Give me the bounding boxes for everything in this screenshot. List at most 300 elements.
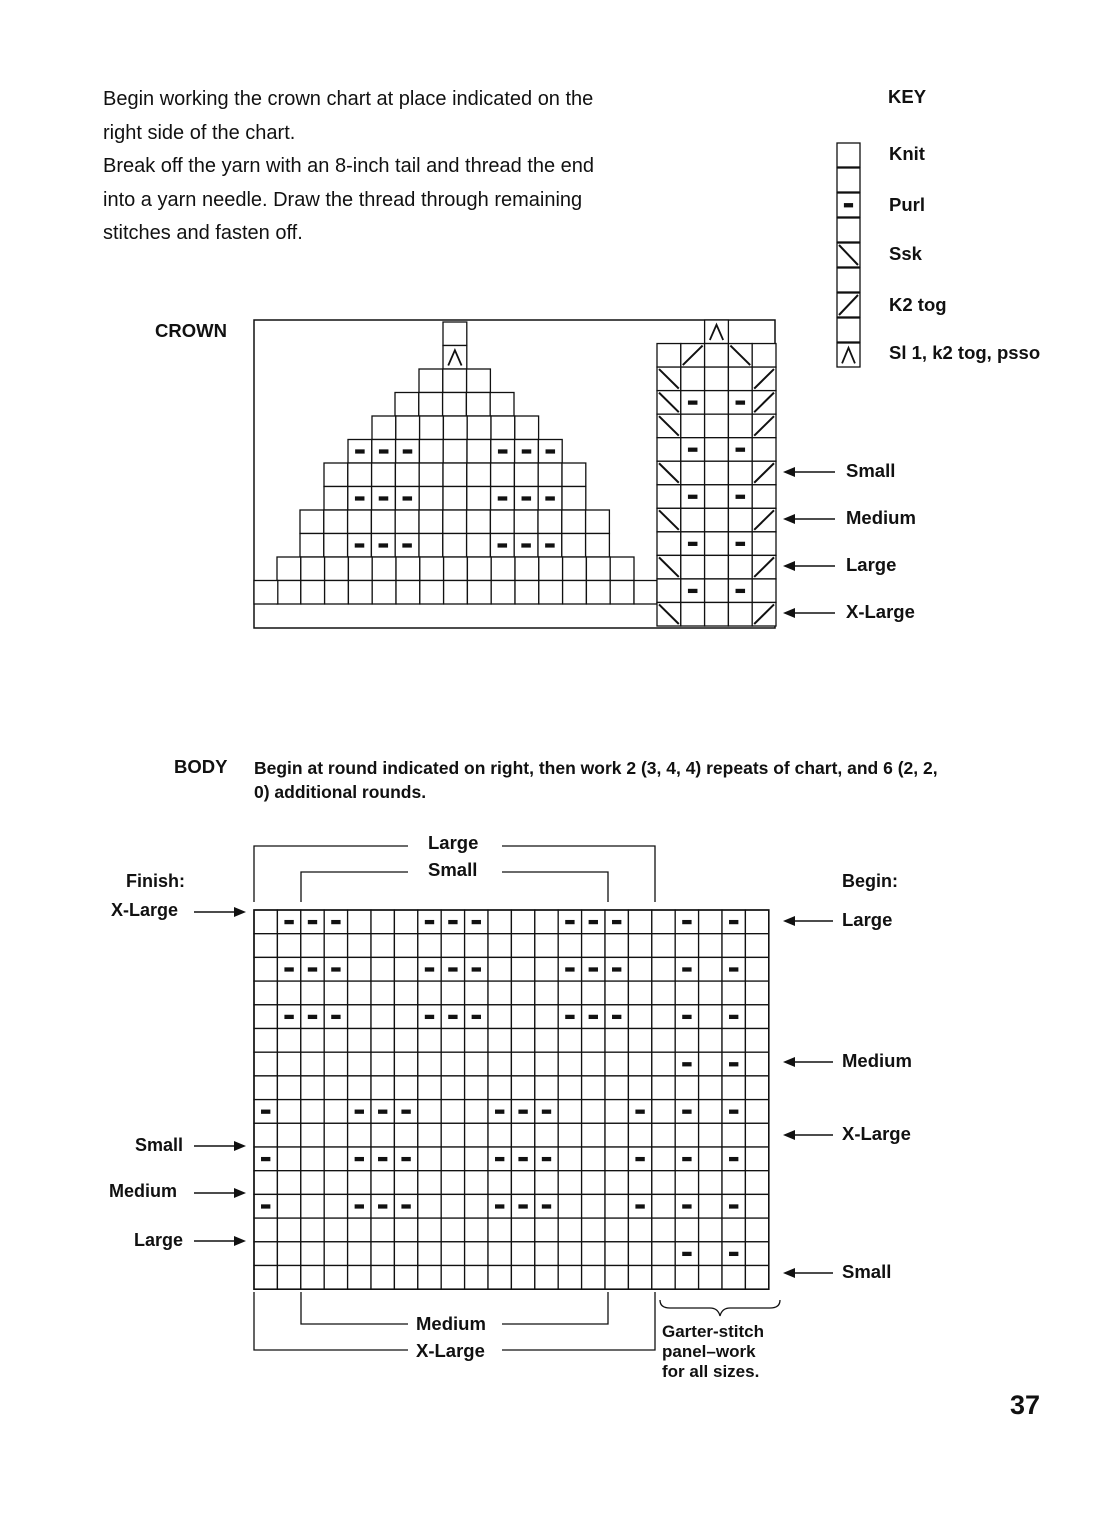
body-chart-cell	[675, 981, 698, 1005]
crown-panel-cell	[752, 438, 776, 462]
body-chart-cell	[277, 957, 300, 981]
crown-panel-cell	[752, 579, 776, 603]
crown-pyramid-cell	[396, 416, 420, 440]
cell-box	[394, 957, 417, 981]
cell-box	[681, 555, 705, 579]
cell-box	[728, 367, 752, 391]
bottom-bracket-inner	[301, 1292, 408, 1324]
body-chart-cell	[254, 1147, 277, 1171]
cell-box	[511, 1171, 534, 1195]
cell-box	[488, 910, 511, 934]
cell-box	[324, 487, 348, 511]
cell-box	[605, 1123, 628, 1147]
purl-mark	[729, 1015, 738, 1019]
body-title: BODY	[174, 756, 228, 777]
crown-panel-cell	[752, 414, 776, 438]
purl-mark	[378, 1204, 387, 1208]
cell-box	[535, 1242, 558, 1266]
crown-pyramid-cell	[467, 557, 491, 581]
cell-box	[652, 1147, 675, 1171]
cell-box	[657, 438, 681, 462]
body-chart-cell	[745, 981, 768, 1005]
cell-box	[467, 534, 491, 558]
cell-box	[586, 534, 610, 558]
crown-panel-cell	[752, 391, 776, 415]
crown-pyramid-cell	[491, 557, 515, 581]
cell-box	[605, 1218, 628, 1242]
body-chart-cell	[605, 1147, 628, 1171]
body-chart-cell	[371, 1029, 394, 1053]
body-chart-cell	[394, 1147, 417, 1171]
crown-pyramid-cell	[348, 487, 372, 511]
cell-box	[418, 1242, 441, 1266]
body-chart-cell	[511, 1029, 534, 1053]
crown-pyramid-cell	[443, 487, 467, 511]
cell-box	[745, 1029, 768, 1053]
body-chart-cell	[558, 1123, 581, 1147]
cell-box	[441, 1266, 464, 1290]
cell-box	[722, 1171, 745, 1195]
crown-pyramid-cell	[490, 510, 514, 534]
cell-box	[394, 1005, 417, 1029]
cell-box	[605, 1100, 628, 1124]
cell-box	[515, 581, 539, 605]
cell-box	[652, 1076, 675, 1100]
crown-panel-cell	[681, 344, 705, 368]
body-chart-cell	[465, 1194, 488, 1218]
crown-pyramid-cell	[515, 416, 539, 440]
crown-panel-cell	[728, 461, 752, 485]
body-chart-cell	[628, 1242, 651, 1266]
cell-box	[324, 1266, 347, 1290]
cell-box	[605, 981, 628, 1005]
body-chart-cell	[605, 1194, 628, 1218]
purl-mark	[472, 967, 481, 971]
crown-pyramid-cell	[466, 393, 490, 417]
cell-box	[652, 981, 675, 1005]
cell-box	[443, 463, 467, 487]
cell-box	[745, 1076, 768, 1100]
cell-box	[605, 1194, 628, 1218]
cell-box	[657, 344, 681, 368]
cell-box	[254, 1005, 277, 1029]
cell-box	[488, 934, 511, 958]
cell-box	[372, 557, 396, 581]
body-chart-cell	[605, 1218, 628, 1242]
cell-box	[558, 1029, 581, 1053]
crown-panel-cell	[657, 438, 681, 462]
body-chart-cell	[535, 981, 558, 1005]
cell-box	[254, 1242, 277, 1266]
purl-mark	[308, 967, 317, 971]
body-chart-cell	[488, 910, 511, 934]
body-chart-cell	[488, 1100, 511, 1124]
crown-pyramid-cell	[514, 510, 538, 534]
key-label-knit: Knit	[889, 143, 925, 164]
purl-mark	[472, 920, 481, 924]
body-chart-cell	[418, 1076, 441, 1100]
cell-box	[301, 981, 324, 1005]
purl-mark	[308, 1015, 317, 1019]
purl-mark	[682, 1110, 691, 1114]
cell-box	[254, 910, 277, 934]
cell-box	[443, 416, 467, 440]
body-chart-cell	[605, 1266, 628, 1290]
body-chart-cell	[324, 1171, 347, 1195]
body-chart-cell	[582, 1171, 605, 1195]
cell-box	[254, 1123, 277, 1147]
cell-box	[348, 1266, 371, 1290]
purl-mark	[448, 967, 457, 971]
body-chart-cell	[418, 1266, 441, 1290]
cell-box	[254, 1052, 277, 1076]
cell-box	[535, 981, 558, 1005]
body-chart-cell	[511, 1147, 534, 1171]
cell-box	[652, 957, 675, 981]
bottom-bracket-outer-label: X-Large	[416, 1340, 485, 1361]
cell-box	[511, 910, 534, 934]
body-chart-cell	[394, 1029, 417, 1053]
arrow-head	[234, 907, 246, 917]
body-chart-cell	[441, 1171, 464, 1195]
crown-pyramid-cell	[467, 487, 491, 511]
purl-mark	[379, 543, 389, 547]
body-chart-cell	[699, 981, 722, 1005]
cell-box	[324, 463, 348, 487]
bottom-bracket-inner-label: Medium	[416, 1313, 486, 1334]
body-chart-cell	[441, 1076, 464, 1100]
body-chart-cell	[605, 1100, 628, 1124]
cell-box	[628, 1242, 651, 1266]
arrow-head	[234, 1141, 246, 1151]
intro-line: Break off the yarn with an 8-inch tail and thread the end	[103, 155, 595, 177]
cell-box	[705, 508, 729, 532]
body-chart-cell	[699, 1029, 722, 1053]
cell-box	[467, 440, 491, 464]
body-chart-cell	[558, 1052, 581, 1076]
crown-pyramid-cell	[324, 534, 348, 558]
crown-panel-cell	[657, 485, 681, 509]
cell-box	[419, 463, 443, 487]
left-marker-large: Large	[134, 1230, 184, 1250]
body-chart-cell	[652, 1005, 675, 1029]
cell-box	[324, 1171, 347, 1195]
cell-box	[443, 487, 467, 511]
purl-mark	[425, 967, 434, 971]
body-chart-cell	[254, 934, 277, 958]
body-chart-cell	[699, 934, 722, 958]
crown-panel-cell	[681, 508, 705, 532]
body-chart-cell	[371, 1147, 394, 1171]
cell-box	[628, 1076, 651, 1100]
body-chart-cell	[535, 1100, 558, 1124]
crown-panel-cell	[705, 602, 729, 626]
cell-box	[558, 1100, 581, 1124]
cell-box	[745, 1005, 768, 1029]
body-chart-cell	[745, 1242, 768, 1266]
cell-box	[535, 1005, 558, 1029]
cell-box	[419, 393, 443, 417]
crown-pyramid-cell	[300, 510, 324, 534]
arrow-head	[783, 608, 795, 618]
body-chart-cell	[745, 1029, 768, 1053]
body-chart-cell	[488, 1005, 511, 1029]
body-chart-cell	[348, 1052, 371, 1076]
body-chart-cell	[465, 981, 488, 1005]
crown-pyramid-cell	[467, 440, 491, 464]
purl-mark	[331, 967, 340, 971]
body-chart-cell	[628, 1076, 651, 1100]
body-chart-cell	[745, 1266, 768, 1290]
cell-box	[705, 414, 729, 438]
body-chart-cell	[277, 1266, 300, 1290]
purl-mark	[736, 589, 746, 593]
garter-note-line: Garter-stitch	[662, 1322, 765, 1341]
cell-box	[419, 369, 443, 393]
body-chart-cell	[254, 981, 277, 1005]
key-purl-symbol	[837, 193, 860, 217]
cell-box	[511, 1218, 534, 1242]
purl-mark	[355, 449, 365, 453]
cell-box	[324, 981, 347, 1005]
garter-brace	[660, 1300, 780, 1316]
body-chart-cell	[301, 1266, 324, 1290]
cell-box	[745, 1147, 768, 1171]
body-chart-cell	[301, 1218, 324, 1242]
body-chart-cell	[558, 1100, 581, 1124]
key-ssk-symbol	[837, 243, 860, 267]
cell-box	[491, 416, 515, 440]
body-chart-cell	[324, 1029, 347, 1053]
cell-box	[324, 1123, 347, 1147]
purl-mark	[589, 1015, 598, 1019]
crown-panel-cell	[681, 461, 705, 485]
crown-pyramid-cell	[419, 369, 443, 393]
cell-box	[699, 910, 722, 934]
body-chart-cell	[441, 1242, 464, 1266]
body-chart-cell	[371, 1266, 394, 1290]
cell-box	[628, 1123, 651, 1147]
crown-pyramid-cell	[277, 557, 301, 581]
body-chart-cell	[254, 1218, 277, 1242]
cell-box	[441, 1218, 464, 1242]
cell-box	[277, 1218, 300, 1242]
purl-mark	[379, 496, 389, 500]
crown-pyramid-cell	[420, 557, 444, 581]
cell-box	[538, 463, 562, 487]
body-chart-cell	[628, 1218, 651, 1242]
cell-box	[301, 1147, 324, 1171]
cell-box	[514, 463, 538, 487]
body-chart-cell	[441, 957, 464, 981]
cell-box	[371, 1266, 394, 1290]
cell-box	[511, 1052, 534, 1076]
crown-pyramid-cell	[586, 510, 610, 534]
cell-box	[745, 1194, 768, 1218]
body-chart-cell	[699, 1194, 722, 1218]
body-chart-cell	[418, 957, 441, 981]
body-chart-cell	[488, 1076, 511, 1100]
body-chart-cell	[371, 1052, 394, 1076]
body-chart-cell	[301, 1076, 324, 1100]
purl-mark	[682, 967, 691, 971]
cell-box	[371, 510, 395, 534]
body-chart-cell	[371, 957, 394, 981]
body-chart-cell	[418, 1029, 441, 1053]
cell-box	[722, 934, 745, 958]
cell-box	[418, 1100, 441, 1124]
crown-pyramid-cell	[443, 322, 467, 346]
cell-box	[705, 367, 729, 391]
cell-box	[467, 581, 491, 605]
crown-pyramid-cell	[491, 581, 515, 605]
cell-box	[441, 1242, 464, 1266]
key-box	[837, 268, 860, 292]
cell-box	[582, 1147, 605, 1171]
purl-mark	[682, 1204, 691, 1208]
body-chart-cell	[301, 1123, 324, 1147]
crown-pyramid-cell	[419, 510, 443, 534]
right-marker-large: Large	[842, 909, 893, 930]
body-chart-cell	[652, 1076, 675, 1100]
cell-box	[745, 957, 768, 981]
purl-mark	[284, 967, 293, 971]
cell-box	[372, 463, 396, 487]
body-chart-cell	[254, 957, 277, 981]
intro-line: right side of the chart.	[103, 121, 296, 144]
cell-box	[396, 581, 420, 605]
cell-box	[699, 1147, 722, 1171]
cell-box	[348, 957, 371, 981]
cell-box	[675, 1171, 698, 1195]
body-chart-cell	[699, 1218, 722, 1242]
crown-pyramid-cell	[634, 581, 657, 605]
cell-box	[681, 367, 705, 391]
crown-panel-cell	[728, 508, 752, 532]
cell-box	[371, 981, 394, 1005]
cell-box	[511, 1029, 534, 1053]
right-marker-medium: Medium	[842, 1050, 912, 1071]
cell-box	[488, 1029, 511, 1053]
body-chart-cell	[488, 1171, 511, 1195]
purl-mark	[261, 1157, 270, 1161]
cell-box	[745, 1100, 768, 1124]
cell-box	[324, 1076, 347, 1100]
body-chart-cell	[699, 1005, 722, 1029]
cell-box	[628, 934, 651, 958]
crown-pyramid-cell	[490, 393, 514, 417]
purl-mark	[472, 1015, 481, 1019]
arrow-head	[783, 561, 795, 571]
purl-mark	[518, 1204, 527, 1208]
arrow-head	[234, 1188, 246, 1198]
cell-box	[582, 981, 605, 1005]
cell-box	[324, 510, 348, 534]
crown-panel-cell	[657, 508, 681, 532]
crown-pyramid-cell	[515, 440, 539, 464]
body-chart-cell	[652, 957, 675, 981]
body-chart-cell	[348, 934, 371, 958]
body-chart-cell	[745, 1171, 768, 1195]
crown-pyramid-cell	[396, 581, 420, 605]
crown-pyramid-cell	[395, 463, 419, 487]
purl-mark	[495, 1204, 504, 1208]
cell-box	[418, 1123, 441, 1147]
cell-box	[675, 981, 698, 1005]
cell-box	[465, 1171, 488, 1195]
crown-pyramid-cell	[324, 463, 348, 487]
cell-box	[699, 1171, 722, 1195]
body-chart-cell	[324, 1266, 347, 1290]
body-chart-cell	[277, 1029, 300, 1053]
body-chart-cell	[488, 1029, 511, 1053]
cell-box	[443, 393, 467, 417]
body-chart-cell	[605, 1005, 628, 1029]
cell-box	[511, 1242, 534, 1266]
cell-box	[722, 1266, 745, 1290]
body-chart-cell	[652, 1123, 675, 1147]
cell-box	[610, 557, 634, 581]
body-chart-cell	[675, 1052, 698, 1076]
cell-box	[277, 1123, 300, 1147]
body-chart-cell	[699, 910, 722, 934]
body-chart-cell	[582, 1266, 605, 1290]
cell-box	[605, 1147, 628, 1171]
body-chart-cell	[628, 1266, 651, 1290]
crown-pyramid-cell	[443, 346, 467, 370]
crown-panel-cell	[657, 367, 681, 391]
body-chart-cell	[394, 934, 417, 958]
purl-mark	[378, 1157, 387, 1161]
purl-mark	[401, 1204, 410, 1208]
cell-box	[745, 1266, 768, 1290]
cell-box	[558, 1266, 581, 1290]
body-chart-cell	[558, 1171, 581, 1195]
purl-mark	[518, 1157, 527, 1161]
body-chart-cell	[652, 1194, 675, 1218]
body-chart-cell	[511, 1171, 534, 1195]
cell-box	[705, 438, 729, 462]
body-chart-cell	[722, 1123, 745, 1147]
body-chart-cell	[535, 1076, 558, 1100]
cell-box	[488, 1005, 511, 1029]
body-chart-cell	[675, 1005, 698, 1029]
body-chart-cell	[394, 1218, 417, 1242]
cell-box	[419, 534, 443, 558]
cell-box	[301, 1266, 324, 1290]
body-chart-cell	[488, 1266, 511, 1290]
crown-pyramid-cell	[467, 369, 491, 393]
body-chart-cell	[324, 1005, 347, 1029]
cell-box	[465, 981, 488, 1005]
body-chart-cell	[301, 1147, 324, 1171]
cell-box	[277, 1194, 300, 1218]
crown-pyramid-cell	[563, 581, 587, 605]
cell-box	[348, 981, 371, 1005]
crown-pyramid-cell	[586, 534, 610, 558]
key-label-ssk: Ssk	[889, 243, 922, 264]
body-chart-cell	[465, 1242, 488, 1266]
cell-box	[488, 1123, 511, 1147]
purl-mark	[355, 1204, 364, 1208]
body-chart-cell	[441, 934, 464, 958]
cell-box	[511, 934, 534, 958]
body-chart-cell	[582, 1218, 605, 1242]
body-chart-cell	[699, 1171, 722, 1195]
body-chart-cell	[745, 1147, 768, 1171]
cell-box	[324, 1218, 347, 1242]
crown-pyramid-cell	[443, 463, 467, 487]
